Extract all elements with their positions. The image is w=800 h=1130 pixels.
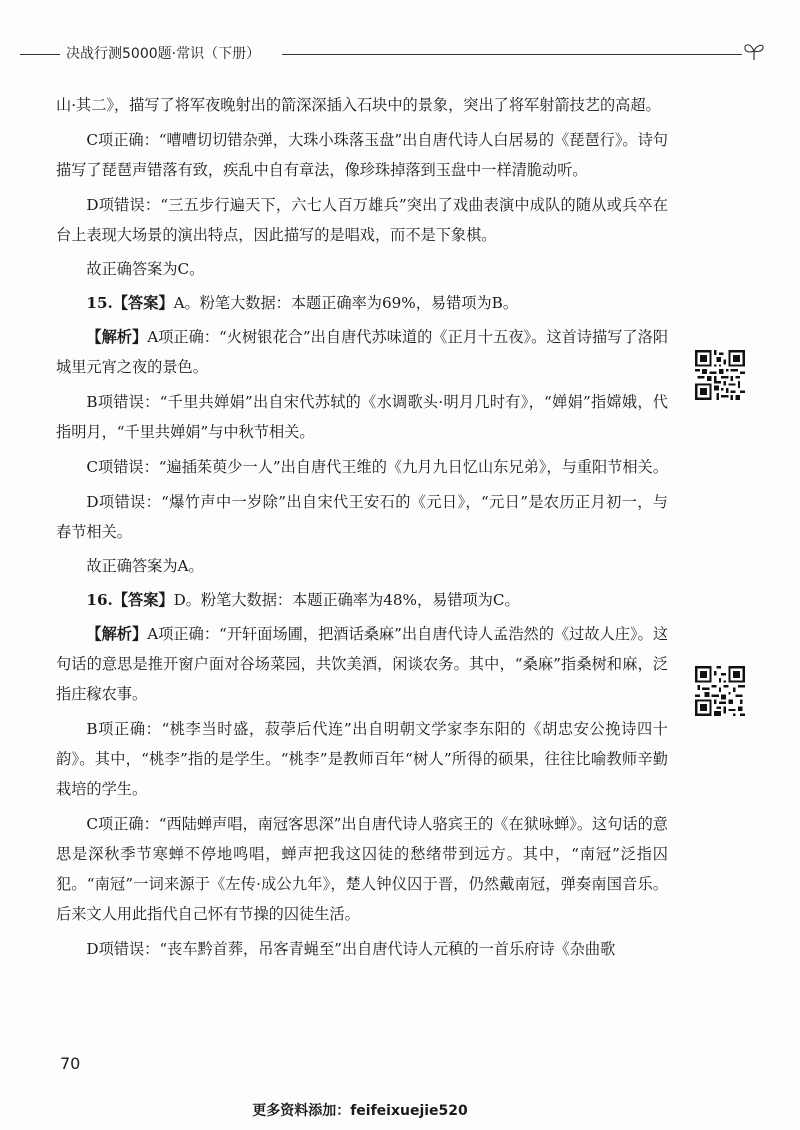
analysis-tag: 【解析】 <box>86 625 148 643</box>
analysis-text: A项正确：“开轩面场圃，把酒话桑麻”出自唐代诗人孟浩然的《过故人庄》。这句话的意思是推开窗户面对谷场菜园，共饮美酒，闲谈农务。其中，“桑麻”指桑树和麻，泛指庄稼农事。 <box>56 625 669 703</box>
answer-line-16 <box>56 585 668 615</box>
analysis-text: A项正确：“火树银花合”出自唐代苏味道的《正月十五夜》。这首诗描写了洛阳城里元宵之夜的景色。 <box>56 328 669 376</box>
header-rule-left <box>20 54 60 55</box>
running-header <box>20 40 760 64</box>
paragraph: 山·其二》，描写了将军夜晚射出的箭深深插入石块中的景象，突出了将军射箭技艺的高超。 <box>56 96 661 114</box>
qr-code-icon[interactable] <box>695 350 745 400</box>
header-rule-right <box>282 54 742 55</box>
paragraph: D项错误：“三五步行遍天下，六七人百万雄兵”突出了戏曲表演中成队的随从或兵卒在台上表现大场景的演出特点，因此描写的是唱戏，而不是下象棋。 <box>56 196 668 244</box>
paragraph: D项错误：“丧车黔首葬，吊客青蝇至”出自唐代诗人元稹的一首乐府诗《杂曲歌 <box>86 940 616 958</box>
paragraph: B项正确：“桃李当时盛，菽荸后代连”出自明朝文学家李东阳的《胡忠安公挽诗四十韵》。其中，“桃李”指的是学生。“桃李”是教师百年“树人”所得的硕果，往往比喻教师辛勤栽培的学生。 <box>56 720 668 798</box>
qr-code-icon[interactable] <box>695 666 745 716</box>
footer-note: 更多资料添加：feifeixuejie520 <box>252 1103 468 1119</box>
answer-text: A。粉笔大数据：本题正确率为69%，易错项为B。 <box>173 294 519 312</box>
paragraph: 故正确答案为A。 <box>86 557 204 575</box>
answer-tag: 15.【答案】 <box>86 294 174 312</box>
analysis-line-15 <box>56 322 668 382</box>
paragraph: C项正确：“嘈嘈切切错杂弹，大珠小珠落玉盘”出自唐代诗人白居易的《琵琶行》。诗句描写了琵琶声错落有致，疾乱中自有章法，像珍珠掉落到玉盘中一样清脆动听。 <box>56 131 668 179</box>
paragraph: D项错误：“爆竹声中一岁除”出自宋代王安石的《元日》，“元日”是农历正月初一，与春节相关。 <box>56 493 668 541</box>
paragraph: C项错误：“遍插茱萸少一人”出自唐代王维的《九月九日忆山东兄弟》，与重阳节相关。 <box>86 458 668 476</box>
answer-text: D。粉笔大数据：本题正确率为48%，易错项为C。 <box>173 591 520 609</box>
paragraph: 故正确答案为C。 <box>86 260 205 278</box>
analysis-line-16 <box>56 619 668 709</box>
header-title: 决战行测5000题·常识（下册） <box>66 46 261 62</box>
sprout-icon <box>742 40 766 62</box>
page-body <box>56 90 668 968</box>
paragraph: C项正确：“西陆蝉声唱，南冠客思深”出自唐代诗人骆宾王的《在狱咏蝉》。这句话的意思是深秋季节寒蝉不停地鸣唱，蝉声把我这囚徒的愁绪带到远方。其中，“南冠”泛指囚犯。“南冠”一词来源于《左传·成公九年》，楚人钟仪囚于晋，仍然戴南冠，弹奏南国音乐。后来文人用此指代自己怀有节操的囚徒生活。 <box>56 815 668 923</box>
page-number: 70 <box>60 1054 81 1073</box>
paragraph: B项错误：“千里共婵娟”出自宋代苏轼的《水调歌头·明月几时有》，“婵娟”指嫦娥，代指明月，“千里共婵娟”与中秋节相关。 <box>56 393 668 441</box>
answer-tag: 16.【答案】 <box>86 591 174 609</box>
analysis-tag: 【解析】 <box>86 328 148 346</box>
answer-line-15 <box>56 288 668 318</box>
